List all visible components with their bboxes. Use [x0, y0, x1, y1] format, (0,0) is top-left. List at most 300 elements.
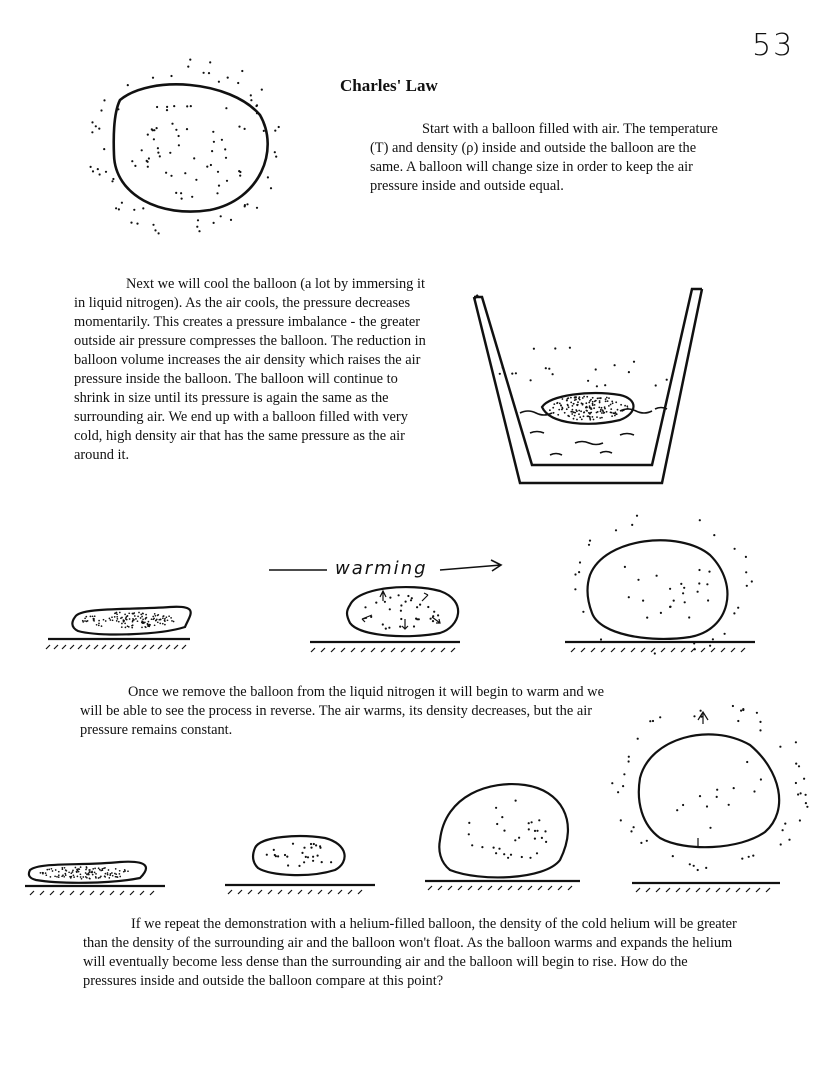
stipple-dot [468, 833, 470, 835]
stipple-dot [261, 89, 263, 91]
stipple-dot [157, 621, 159, 623]
stipple-dot [131, 625, 133, 627]
stipple-dot [305, 856, 307, 858]
stipple-dot [85, 869, 87, 871]
stipple-dot [493, 847, 495, 849]
stipple-dot [89, 878, 91, 880]
stipple-dot [549, 409, 551, 411]
stipple-dot [189, 59, 191, 61]
stipple-dot [155, 620, 157, 622]
stipple-dot [682, 804, 684, 806]
stipple-dot [593, 419, 595, 421]
stipple-dot [147, 161, 149, 163]
stipple-dot [734, 548, 736, 550]
stipple-dot [105, 171, 107, 173]
stipple-dot [545, 367, 547, 369]
stipple-dot [275, 855, 277, 857]
stipple-dot [184, 172, 186, 174]
stipple-dot [239, 171, 241, 173]
stipple-dot [585, 402, 587, 404]
stipple-dot [566, 408, 568, 410]
stipple-dot [159, 155, 161, 157]
warming-paragraph: Once we remove the balloon from the liquid nitrogen it will begin to warm and we will be able to see the process in reverse. The air warms, its density decreases, but the air pressure remains constant. [80, 684, 604, 738]
stipple-dot [111, 616, 113, 618]
stipple-dot [572, 409, 574, 411]
stipple-dot [633, 826, 635, 828]
stipple-dot [576, 404, 578, 406]
stipple-dot [604, 406, 606, 408]
stipple-dot [80, 866, 82, 868]
stipple-dot [642, 600, 644, 602]
stipple-dot [610, 408, 612, 410]
stipple-dot [611, 782, 613, 784]
stipple-dot [798, 765, 800, 767]
stipple-dot [620, 819, 622, 821]
stipple-dot [640, 842, 642, 844]
stipple-dot [716, 796, 718, 798]
stipple-dot [58, 876, 60, 878]
stipple-dot [400, 610, 402, 612]
stipple-dot [93, 619, 95, 621]
stipple-dot [752, 855, 754, 857]
stipple-dot [659, 716, 661, 718]
stipple-dot [51, 868, 53, 870]
stipple-dot [225, 107, 227, 109]
stipple-dot [286, 856, 288, 858]
stipple-dot [159, 623, 161, 625]
stipple-dot [501, 816, 503, 818]
stipple-dot [673, 600, 675, 602]
stipple-dot [605, 400, 607, 402]
stipple-dot [708, 571, 710, 573]
stipple-dot [89, 871, 91, 873]
stipple-dot [560, 405, 562, 407]
stipple-dot [133, 209, 135, 211]
stipple-dot [582, 403, 584, 405]
stipple-dot [573, 418, 575, 420]
stipple-dot [48, 869, 50, 871]
stipple-dot [612, 402, 614, 404]
stipple-dot [600, 638, 602, 640]
stipple-dot [666, 379, 668, 381]
stipple-dot [237, 82, 239, 84]
stipple-dot [571, 413, 573, 415]
stipple-dot [52, 870, 54, 872]
stipple-dot [733, 612, 735, 614]
stipple-dot [496, 823, 498, 825]
stipple-dot [42, 872, 44, 874]
stipple-dot [225, 157, 227, 159]
stipple-dot [132, 621, 134, 623]
stipple-dot [157, 615, 159, 617]
stipple-dot [712, 638, 714, 640]
stipple-dot [120, 617, 122, 619]
stipple-dot [416, 606, 418, 608]
stipple-dot [637, 738, 639, 740]
stipple-dot [75, 867, 77, 869]
stipple-dot [263, 130, 265, 132]
stipple-dot [646, 617, 648, 619]
stipple-dot [724, 633, 726, 635]
stipple-dot [275, 156, 277, 158]
stipple-dot [592, 401, 594, 403]
stipple-dot [579, 399, 581, 401]
stipple-dot [557, 414, 559, 416]
stipple-dot [121, 623, 123, 625]
stipple-dot [636, 515, 638, 517]
stipple-dot [63, 876, 65, 878]
stipple-dot [756, 712, 758, 714]
cooling-paragraph: Next we will cool the balloon (a lot by immersing it in liquid nitrogen). As the air cools, the pressure decreases momentarily. This creates a pressure imbalance - the greater outside air pressure compresses the balloon. The reduction in balloon volume increases the air density which raises the air pressure inside the balloon. The balloon will continue to shrink in size until its pressure is again the same as the surrounding air. We end up with a balloon filled with very cold, high density air that has the same pressure as the air around it. [74, 276, 426, 463]
stipple-dot [45, 872, 47, 874]
stipple-dot [230, 219, 232, 221]
stipple-dot [317, 855, 319, 857]
stipple-dot [521, 856, 523, 858]
stipple-dot [649, 720, 651, 722]
stipple-dot [411, 597, 413, 599]
stipple-dot [241, 70, 243, 72]
stipple-dot [310, 843, 312, 845]
stipple-dot [178, 144, 180, 146]
stipple-dot [109, 618, 111, 620]
stipple-dot [64, 873, 66, 875]
stipple-dot [567, 404, 569, 406]
stipple-dot [143, 622, 145, 624]
stipple-dot [156, 127, 158, 129]
stipple-dot [186, 128, 188, 130]
stipple-dot [121, 626, 123, 628]
stipple-dot [46, 869, 48, 871]
stipple-dot [107, 872, 109, 874]
stipple-dot [706, 583, 708, 585]
stipple-dot [94, 868, 96, 870]
stipple-dot [312, 856, 314, 858]
stipple-dot [694, 648, 696, 650]
stipple-dot [170, 75, 172, 77]
stipple-dot [410, 599, 412, 601]
stipple-dot [220, 215, 222, 217]
stipple-dot [58, 871, 60, 873]
stipple-dot [72, 871, 74, 873]
stipple-dot [148, 624, 150, 626]
stipple-dot [112, 619, 114, 621]
stipple-dot [709, 827, 711, 829]
stipple-dot [148, 626, 150, 628]
liquid-nitrogen-beaker-sketch [470, 285, 715, 490]
stipple-dot [583, 396, 585, 398]
stipple-dot [238, 126, 240, 128]
stipple-dot [312, 860, 314, 862]
stipple-dot [592, 397, 594, 399]
stipple-dot [88, 869, 90, 871]
stipple-dot [602, 410, 604, 412]
stipple-dot [136, 223, 138, 225]
stipple-dot [68, 871, 70, 873]
stipple-dot [399, 626, 401, 628]
stipple-dot [598, 397, 600, 399]
stipple-dot [589, 405, 591, 407]
stipple-dot [759, 721, 761, 723]
stipple-dot [80, 873, 82, 875]
stipple-dot [119, 612, 121, 614]
stipple-dot [142, 613, 144, 615]
stipple-dot [101, 625, 103, 627]
stipple-dot [110, 619, 112, 621]
stipple-dot [103, 619, 105, 621]
stipple-dot [227, 77, 229, 79]
stipple-dot [152, 616, 154, 618]
stipple-dot [573, 403, 575, 405]
stipple-dot [102, 869, 104, 871]
stipple-dot [239, 175, 241, 177]
stipple-dot [654, 652, 656, 654]
stipple-dot [578, 410, 580, 412]
stipple-dot [574, 396, 576, 398]
stipple-dot [630, 830, 632, 832]
stipple-dot [144, 626, 146, 628]
stipple-dot [502, 367, 504, 369]
stipple-dot [655, 384, 657, 386]
stipple-dot [191, 196, 193, 198]
stipple-dot [589, 416, 591, 418]
stipple-dot [84, 617, 86, 619]
stipple-dot [574, 573, 576, 575]
stipple-dot [795, 763, 797, 765]
stipple-dot [688, 616, 690, 618]
stipple-dot [142, 619, 144, 621]
stipple-dot [103, 99, 105, 101]
stipple-dot [165, 172, 167, 174]
stipple-dot [388, 627, 390, 629]
stipple-dot [737, 720, 739, 722]
stipple-dot [141, 627, 143, 629]
stipple-dot [274, 151, 276, 153]
stipple-dot [137, 620, 139, 622]
stipple-dot [141, 622, 143, 624]
stipple-dot [398, 594, 400, 596]
stipple-dot [115, 868, 117, 870]
stipple-dot [117, 876, 119, 878]
stipple-dot [680, 583, 682, 585]
stipple-dot [111, 872, 113, 874]
stipple-dot [226, 180, 228, 182]
stipple-dot [118, 208, 120, 210]
stipple-dot [468, 822, 470, 824]
stipple-dot [175, 129, 177, 131]
balloon-in-air-sketch [80, 60, 280, 240]
stipple-dot [471, 844, 473, 846]
stipple-dot [66, 870, 68, 872]
stipple-dot [582, 397, 584, 399]
stipple-dot [528, 828, 530, 830]
stipple-dot [518, 837, 520, 839]
stipple-dot [700, 716, 702, 718]
stipple-dot [534, 838, 536, 840]
stipple-dot [213, 222, 215, 224]
stipple-dot [85, 872, 87, 874]
stipple-dot [698, 569, 700, 571]
stipple-dot [303, 861, 305, 863]
stipple-dot [693, 642, 695, 644]
stipple-dot [572, 405, 574, 407]
stipple-dot [267, 176, 269, 178]
stipple-dot [552, 407, 554, 409]
stipple-dot [203, 72, 205, 74]
stipple-dot [78, 868, 80, 870]
stipple-dot [104, 875, 106, 877]
stipple-dot [98, 622, 100, 624]
stipple-dot [503, 853, 505, 855]
stipple-dot [151, 618, 153, 620]
stipple-dot [141, 616, 143, 618]
stipple-dot [780, 843, 782, 845]
stipple-dot [210, 164, 212, 166]
stipple-dot [105, 620, 107, 622]
stipple-dot [656, 575, 658, 577]
stipple-dot [564, 412, 566, 414]
stipple-dot [121, 202, 123, 204]
stipple-dot [140, 617, 142, 619]
stipple-dot [274, 130, 276, 132]
stipple-dot [301, 852, 303, 854]
stipple-dot [98, 625, 100, 627]
stipple-dot [98, 877, 100, 879]
stipple-dot [186, 105, 188, 107]
stipple-dot [541, 837, 543, 839]
stipple-dot [510, 854, 512, 856]
stipple-dot [646, 840, 648, 842]
stipple-dot [92, 874, 94, 876]
stipple-dot [173, 105, 175, 107]
stipple-dot [614, 364, 616, 366]
stipple-dot [530, 379, 532, 381]
stipple-dot [746, 761, 748, 763]
stipple-dot [54, 875, 56, 877]
stipple-dot [88, 873, 90, 875]
stipple-dot [144, 621, 146, 623]
stipple-dot [806, 806, 808, 808]
stipple-dot [622, 785, 624, 787]
stipple-dot [611, 412, 613, 414]
stipple-dot [732, 705, 734, 707]
stipple-dot [559, 403, 561, 405]
stipple-dot [545, 841, 547, 843]
stipple-dot [481, 846, 483, 848]
stipple-dot [123, 619, 125, 621]
stipple-dot [364, 606, 366, 608]
stipple-dot [577, 401, 579, 403]
stipple-dot [73, 874, 75, 876]
stipple-dot [64, 867, 66, 869]
stipple-dot [112, 875, 114, 877]
stipple-dot [119, 876, 121, 878]
stipple-dot [689, 863, 691, 865]
stipple-dot [128, 612, 130, 614]
stipple-dot [617, 791, 619, 793]
stipple-dot [581, 419, 583, 421]
stipple-dot [624, 566, 626, 568]
stipple-dot [590, 399, 592, 401]
stipple-dot [170, 175, 172, 177]
stipple-dot [116, 613, 118, 615]
stipple-dot [568, 406, 570, 408]
stipple-dot [145, 614, 147, 616]
stipple-dot [218, 81, 220, 83]
stipple-dot [669, 588, 671, 590]
stipple-dot [256, 104, 258, 106]
stipple-dot [319, 845, 321, 847]
stipple-dot [151, 128, 153, 130]
stipple-dot [140, 614, 142, 616]
stipple-dot [119, 873, 121, 875]
stipple-dot [728, 804, 730, 806]
stipple-dot [382, 623, 384, 625]
stipple-dot [211, 150, 213, 152]
stipple-dot [562, 398, 564, 400]
stipple-dot [389, 608, 391, 610]
stipple-dot [558, 409, 560, 411]
stipple-dot [652, 720, 654, 722]
stipple-dot [737, 607, 739, 609]
stipple-dot [277, 855, 279, 857]
stipple-dot [370, 616, 372, 618]
stipple-dot [154, 613, 156, 615]
stipple-dot [116, 612, 118, 614]
stipple-dot [266, 854, 268, 856]
stipple-dot [579, 561, 581, 563]
stipple-dot [684, 601, 686, 603]
stipple-dot [99, 173, 101, 175]
stipple-dot [511, 373, 513, 375]
stipple-dot [405, 601, 407, 603]
stipple-dot [613, 413, 615, 415]
stipple-dot [623, 773, 625, 775]
stipple-dot [123, 621, 125, 623]
stipple-dot [583, 412, 585, 414]
stipple-dot [195, 179, 197, 181]
stipple-dot [134, 165, 136, 167]
stipple-dot [552, 412, 554, 414]
stipple-dot [596, 385, 598, 387]
stipple-dot [693, 715, 695, 717]
stipple-dot [579, 396, 581, 398]
stipple-dot [528, 822, 530, 824]
stipple-dot [745, 571, 747, 573]
stipple-dot [544, 830, 546, 832]
stipple-dot [606, 411, 608, 413]
stipple-dot [61, 867, 63, 869]
stipple-dot [114, 616, 116, 618]
stipple-dot [80, 876, 82, 878]
stipple-dot [73, 876, 75, 878]
stipple-dot [108, 877, 110, 879]
stipple-dot [574, 399, 576, 401]
stipple-dot [108, 869, 110, 871]
stipple-dot [419, 604, 421, 606]
stipple-dot [95, 873, 97, 875]
stipple-dot [570, 397, 572, 399]
page-number: 53 [752, 28, 795, 63]
stipple-dot [168, 615, 170, 617]
stipple-dot [600, 411, 602, 413]
stipple-dot [209, 61, 211, 63]
stipple-dot [705, 867, 707, 869]
stipple-dot [600, 409, 602, 411]
stipple-dot [125, 617, 127, 619]
stipple-dot [556, 402, 558, 404]
stipple-dot [330, 861, 332, 863]
stipple-dot [587, 380, 589, 382]
